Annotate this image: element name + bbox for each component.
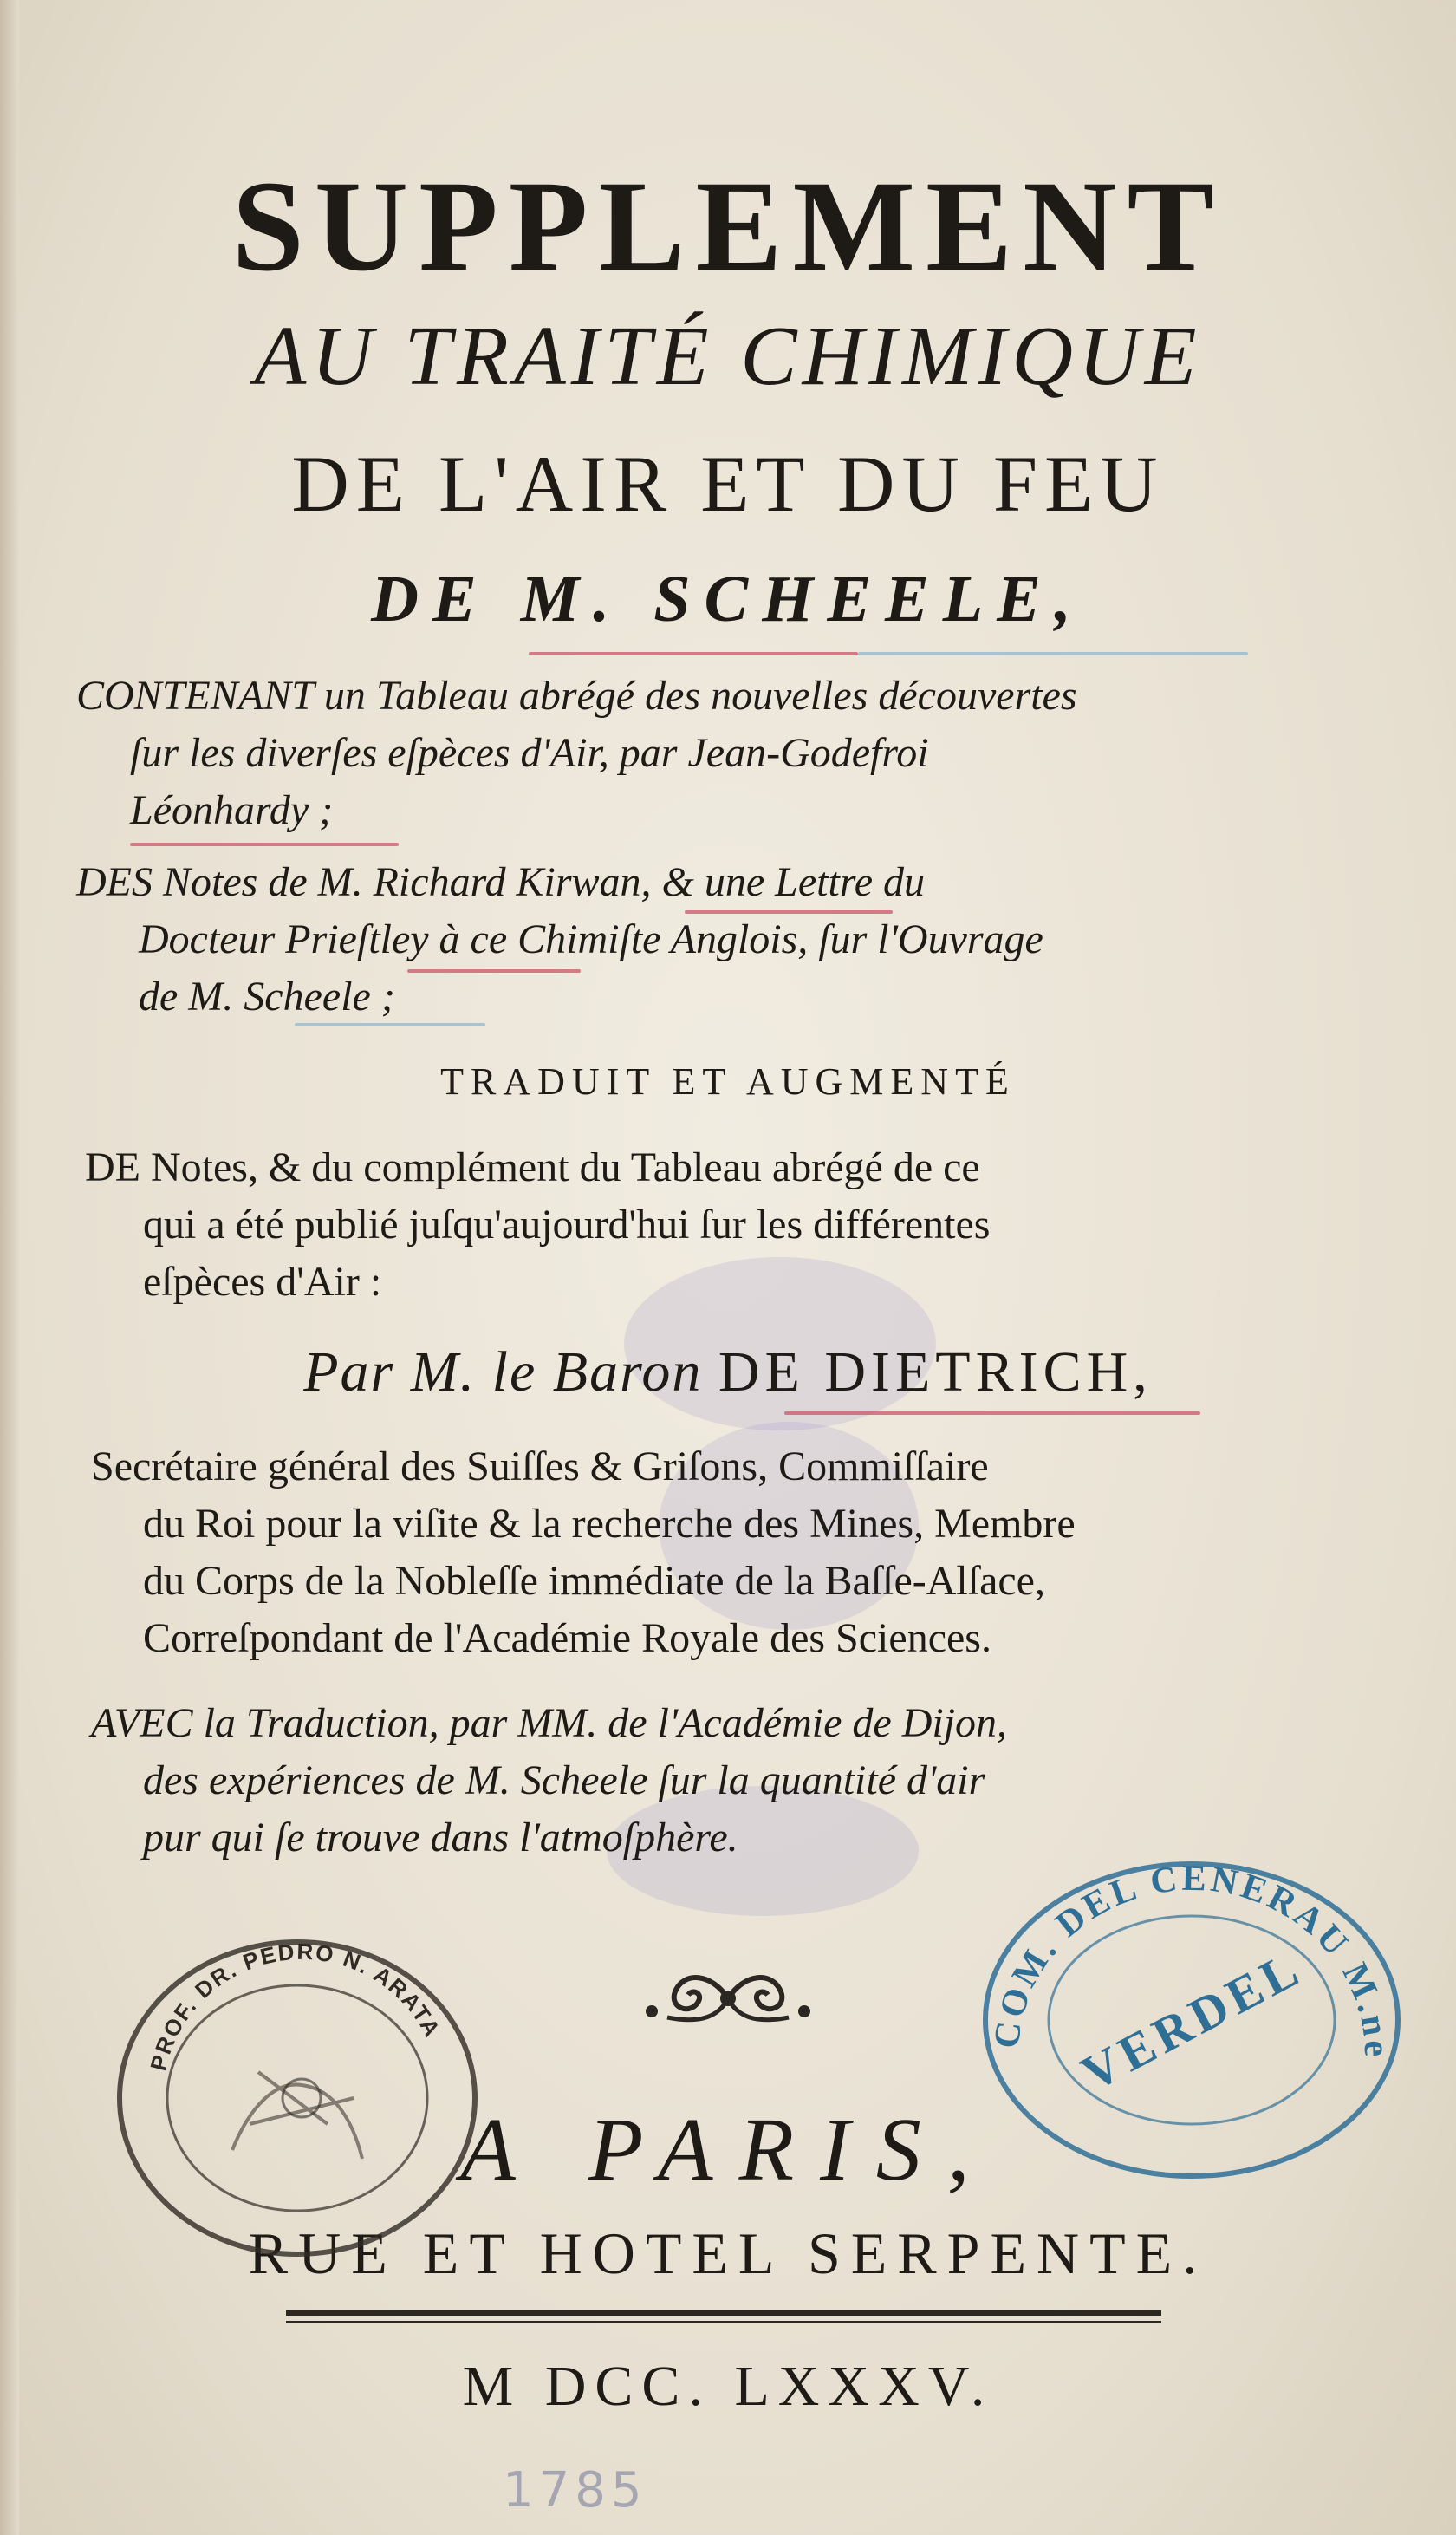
- imprint-date: M DCC. LXXXV.: [462, 2355, 994, 2418]
- pencil-underline: [295, 1023, 485, 1026]
- pencil-underline: [529, 652, 858, 655]
- pencil-underline: [784, 1411, 1200, 1415]
- stamp-left-text: PROF. DR. PEDRO N. ARATA: [145, 1938, 446, 2074]
- translator-name: DE DIETRICH,: [718, 1340, 1153, 1404]
- augmentation-paragraph-line: DE Notes, & du complément du Tableau abrégé de ce: [85, 1144, 980, 1190]
- pencil-underline: [858, 652, 1248, 655]
- augmentation-paragraph-line: eſpèces d'Air :: [143, 1259, 382, 1305]
- dijon-translation-line: des expériences de M. Scheele ſur la quantité d'air: [143, 1757, 985, 1803]
- translator-line: [0, 1339, 1456, 1405]
- library-stamp-right: [966, 1803, 1417, 2185]
- imprint-rule: [286, 2310, 1161, 2316]
- pencil-underline: [685, 910, 893, 914]
- library-stamp-left: [102, 1899, 492, 2263]
- book-title: SUPPLEMENT: [231, 154, 1225, 298]
- book-subtitle-line-2: DE L'AIR ET DU FEU: [291, 440, 1165, 528]
- imprint-city: A PARIS,: [460, 2100, 996, 2199]
- pencil-underline: [130, 843, 399, 846]
- pencil-underline: [407, 969, 581, 973]
- translation-heading: TRADUIT ET AUGMENTÉ: [440, 1060, 1016, 1103]
- dijon-translation-line: pur qui ſe trouve dans l'atmoſphère.: [143, 1815, 738, 1861]
- ownership-stamp-icon: [966, 1803, 1417, 2185]
- notes-paragraph-line: DES Notes de M. Richard Kirwan, & une Lettre du: [76, 859, 926, 905]
- stamp-right-center-text: VERDEL: [1072, 1939, 1312, 2102]
- imprint-rule: [286, 2321, 1161, 2323]
- contents-paragraph-line: ſur les diverſes eſpèces d'Air, par Jean-Godefroi: [130, 730, 929, 776]
- translator-prefix: Par M. le Baron: [303, 1340, 703, 1404]
- handwritten-year-note: 1785: [503, 2462, 647, 2519]
- translator-titles-line: Correſpondant de l'Académie Royale des Sciences.: [143, 1615, 991, 1661]
- stamp-right-ring-text: COM. DEL CENERAU M.ne: [986, 1858, 1397, 2061]
- contents-paragraph-line: Léonhardy ;: [130, 787, 334, 833]
- book-subtitle-line-3: DE M. SCHEELE,: [371, 563, 1085, 635]
- augmentation-paragraph-line: qui a été publié juſqu'aujourd'hui ſur les différentes: [143, 1202, 991, 1248]
- contents-paragraph-line: CONTENANT un Tableau abrégé des nouvelles découvertes: [76, 673, 1077, 719]
- translator-titles-line: du Roi pour la viſite & la recherche des Mines, Membre: [143, 1501, 1076, 1547]
- notes-paragraph-line: Docteur Prieſtley à ce Chimiſte Anglois, ſur l'Ouvrage: [139, 916, 1043, 962]
- dijon-translation-line: AVEC la Traduction, par MM. de l'Académie de Dijon,: [91, 1700, 1008, 1746]
- fleuron-icon: [633, 1964, 823, 2033]
- ownership-stamp-icon: [102, 1899, 492, 2263]
- translator-titles-line: Secrétaire général des Suiſſes & Griſons, Commiſſaire: [91, 1443, 989, 1489]
- imprint-street: RUE ET HOTEL SERPENTE.: [248, 2220, 1208, 2286]
- notes-paragraph-line: de M. Scheele ;: [139, 974, 395, 1020]
- book-subtitle-line-1: AU TRAITÉ CHIMIQUE: [254, 310, 1202, 403]
- translator-titles-line: du Corps de la Nobleſſe immédiate de la Baſſe-Alſace,: [143, 1558, 1045, 1604]
